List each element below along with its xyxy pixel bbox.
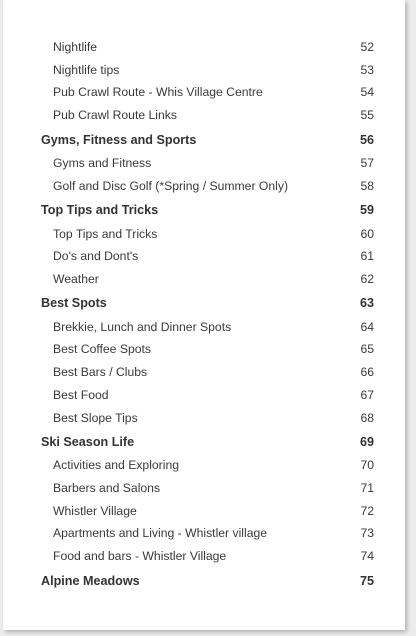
toc-page-number: 75 <box>359 573 374 588</box>
toc-subsection-entry[interactable] <box>3 36 405 59</box>
toc-entry-title: Brekkie, Lunch and Dinner Spots <box>53 319 232 334</box>
toc-page-number: 62 <box>360 271 374 286</box>
toc-page-number: 70 <box>360 458 374 473</box>
toc-page-number: 64 <box>360 319 374 334</box>
toc-page-number: 54 <box>360 85 374 100</box>
toc-entry-title: Apartments and Living - Whistler village <box>53 526 268 541</box>
toc-subsection-entry[interactable] <box>3 245 405 268</box>
toc-entry-title: Ski Season Life <box>41 434 135 449</box>
toc-subsection-entry[interactable] <box>3 454 405 477</box>
toc-subsection-entry[interactable] <box>3 384 405 407</box>
toc-entry-title: Alpine Meadows <box>41 573 140 588</box>
toc-page-number: 72 <box>360 503 374 518</box>
toc-page-number: 73 <box>360 526 374 541</box>
toc-entry-title: Golf and Disc Golf (*Spring / Summer Only) <box>53 178 289 193</box>
toc-subsection-entry[interactable] <box>3 59 405 82</box>
toc-subsection-entry[interactable] <box>3 407 405 430</box>
toc-page-number: 68 <box>360 410 374 425</box>
toc-entry-title: Nightlife tips <box>53 62 120 77</box>
toc-subsection-entry[interactable] <box>3 477 405 500</box>
toc-entry-title: Whistler Village <box>53 503 137 518</box>
toc-section-entry[interactable] <box>3 129 405 152</box>
toc-subsection-entry[interactable] <box>3 316 405 339</box>
toc-entry-title: Best Spots <box>41 296 107 311</box>
toc-page-number: 59 <box>359 203 374 218</box>
toc-page-number: 63 <box>359 296 374 311</box>
toc-entry-title: Best Bars / Clubs <box>53 365 148 380</box>
toc-entry-title: Gyms and Fitness <box>53 155 152 170</box>
toc-entry-title: Gyms, Fitness and Sports <box>41 132 197 147</box>
toc-page-number: 60 <box>360 226 374 241</box>
toc-subsection-entry[interactable] <box>3 152 405 175</box>
toc-entry-title: Top Tips and Tricks <box>53 226 158 241</box>
toc-page-number: 61 <box>360 249 374 264</box>
toc-page-number: 55 <box>360 108 374 123</box>
toc-entry-title: Barbers and Salons <box>53 481 161 496</box>
toc-section-entry[interactable] <box>3 292 405 315</box>
toc-page-number: 65 <box>360 342 374 357</box>
toc-page-number: 74 <box>360 549 374 564</box>
toc-entry-title: Activities and Exploring <box>53 458 179 473</box>
toc-page-number: 58 <box>360 178 374 193</box>
table-of-contents <box>3 36 405 593</box>
toc-subsection-entry[interactable] <box>3 522 405 545</box>
toc-page-number: 52 <box>360 40 374 54</box>
toc-section-entry[interactable] <box>3 431 405 454</box>
toc-page-number: 67 <box>360 387 374 402</box>
toc-entry-title: Best Coffee Spots <box>53 342 152 357</box>
toc-entry-title: Food and bars - Whistler Village <box>53 549 227 564</box>
toc-entry-title: Best Food <box>53 387 109 402</box>
toc-subsection-entry[interactable] <box>3 81 405 104</box>
toc-entry-title: Do's and Dont's <box>53 249 139 264</box>
toc-page-number: 69 <box>359 434 374 449</box>
toc-page-number: 57 <box>360 155 374 170</box>
toc-entry-title: Top Tips and Tricks <box>41 203 159 218</box>
toc-page-number: 56 <box>359 132 374 147</box>
toc-subsection-entry[interactable] <box>3 500 405 523</box>
toc-entry-title: Pub Crawl Route Links <box>53 108 177 123</box>
toc-subsection-entry[interactable] <box>3 268 405 291</box>
toc-subsection-entry[interactable] <box>3 361 405 384</box>
toc-entry-title: Pub Crawl Route - Whis Village Centre <box>53 85 263 100</box>
toc-subsection-entry[interactable] <box>3 223 405 246</box>
toc-page-number: 66 <box>360 365 374 380</box>
toc-subsection-entry[interactable] <box>3 338 405 361</box>
toc-section-entry[interactable] <box>3 570 405 593</box>
toc-subsection-entry[interactable] <box>3 545 405 568</box>
toc-subsection-entry[interactable] <box>3 175 405 198</box>
toc-entry-title: Nightlife <box>53 40 98 54</box>
toc-entry-title: Best Slope Tips <box>53 410 138 425</box>
toc-entry-title: Weather <box>53 271 99 286</box>
toc-section-entry[interactable] <box>3 199 405 222</box>
toc-page-number: 71 <box>360 481 374 496</box>
toc-page-number: 53 <box>360 62 374 77</box>
toc-subsection-entry[interactable] <box>3 104 405 127</box>
document-page <box>3 0 405 630</box>
